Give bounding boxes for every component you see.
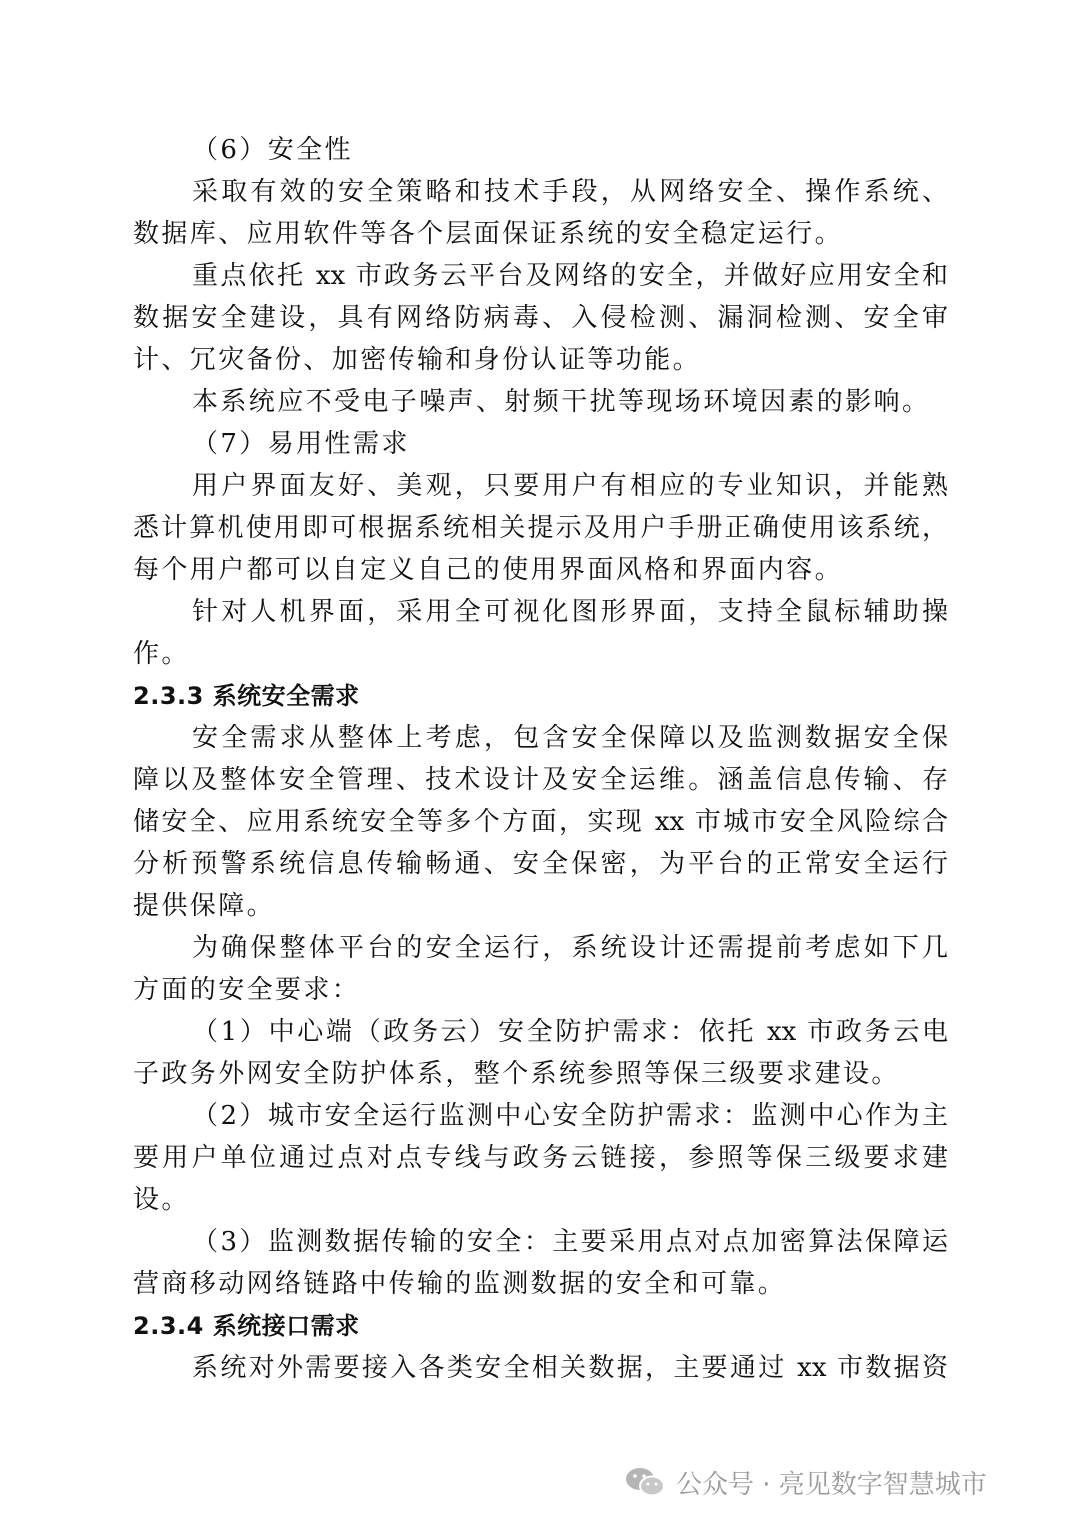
text-line: 针对人机界面，采用全可视化图形界面，支持全鼠标辅助操 (192, 597, 948, 627)
text-line: 子政务外网安全防护体系，整个系统参照等保三级要求建设。 (133, 1059, 900, 1089)
section-heading: 2.3.3 系统安全需求 (133, 682, 360, 710)
wechat-icon (624, 1465, 666, 1499)
watermark-text: 公众号 · 亮见数字智慧城市 (676, 1469, 987, 1500)
text-line: （1）中心端（政务云）安全防护需求：依托 xx 市政务云电 (192, 1017, 948, 1047)
text-line: （6）安全性 (192, 135, 353, 165)
paragraph (133, 1347, 948, 1389)
text-line: 计、冗灾备份、加密传输和身份认证等功能。 (133, 345, 702, 375)
text-line: 数据安全建设，具有网络防病毒、入侵检测、漏洞检测、安全审 (133, 303, 948, 333)
paragraph (133, 717, 948, 927)
text-line: 悉计算机使用即可根据系统相关提示及用户手册正确使用该系统， (133, 513, 948, 543)
text-line: 提供保障。 (133, 891, 276, 921)
paragraph (133, 129, 948, 171)
paragraph (133, 1011, 948, 1095)
text-line: 方面的安全要求： (133, 975, 361, 1005)
document-body (133, 129, 948, 1389)
text-line: （2）城市安全运行监测中心安全防护需求：监测中心作为主 (192, 1101, 948, 1131)
paragraph (133, 1095, 948, 1221)
paragraph (133, 255, 948, 381)
text-line: 采取有效的安全策略和技术手段，从网络安全、操作系统、 (192, 177, 948, 207)
paragraph (133, 381, 948, 423)
text-line: 安全需求从整体上考虑，包含安全保障以及监测数据安全保 (192, 723, 948, 753)
section-heading: 2.3.4 系统接口需求 (133, 1312, 360, 1340)
text-line: 要用户单位通过点对点专线与政务云链接，参照等保三级要求建 (133, 1143, 948, 1173)
paragraph (133, 171, 948, 255)
text-line: （3）监测数据传输的安全：主要采用点对点加密算法保障运 (192, 1227, 948, 1257)
text-line: （7）易用性需求 (192, 429, 410, 459)
text-line: 储安全、应用系统安全等多个方面，实现 xx 市城市安全风险综合 (133, 807, 948, 837)
text-line: 设。 (133, 1185, 190, 1215)
text-line: 本系统应不受电子噪声、射频干扰等现场环境因素的影响。 (192, 387, 931, 417)
paragraph (133, 465, 948, 591)
text-line: 营商移动网络链路中传输的监测数据的安全和可靠。 (133, 1269, 787, 1299)
text-line: 数据库、应用软件等各个层面保证系统的安全稳定运行。 (133, 219, 844, 249)
paragraph (133, 591, 948, 675)
watermark (624, 1462, 987, 1502)
paragraph (133, 927, 948, 1011)
text-line: 每个用户都可以自定义自己的使用界面风格和界面内容。 (133, 555, 844, 585)
text-line: 系统对外需要接入各类安全相关数据，主要通过 xx 市数据资 (192, 1353, 948, 1383)
text-line: 重点依托 xx 市政务云平台及网络的安全，并做好应用安全和 (192, 261, 948, 291)
text-line: 分析预警系统信息传输畅通、安全保密，为平台的正常安全运行 (133, 849, 948, 879)
text-line: 为确保整体平台的安全运行，系统设计还需提前考虑如下几 (192, 933, 948, 963)
paragraph (133, 1221, 948, 1305)
paragraph (133, 423, 948, 465)
text-line: 作。 (133, 639, 190, 669)
text-line: 用户界面友好、美观，只要用户有相应的专业知识，并能熟 (192, 471, 948, 501)
text-line: 障以及整体安全管理、技术设计及安全运维。涵盖信息传输、存 (133, 765, 948, 795)
